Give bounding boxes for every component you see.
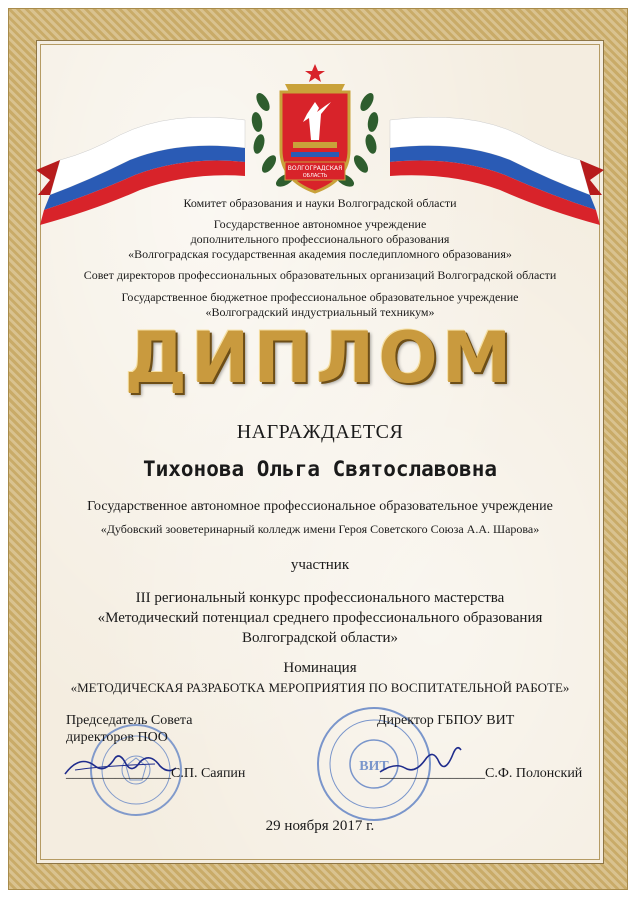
stamp-abbreviation: ВИТ — [359, 759, 389, 774]
header-college-line1: Государственное бюджетное профессиональное образовательное учреждение — [121, 290, 519, 304]
header-academy-line3: «Волгоградская государственная академия последипломного образования» — [128, 247, 512, 261]
organization-line1: Государственное автономное профессиональное образовательное учреждение — [87, 499, 553, 514]
right-signatory-title: Директор ГБПОУ ВИТ — [377, 713, 515, 728]
left-signatory-name: _______________С.П. Саяпин — [66, 766, 246, 781]
header-academy-line1: Государственное автономное учреждение — [213, 217, 427, 231]
award-date: 29 ноября 2017 г. — [265, 818, 375, 834]
header-college-line2: «Волгоградский индустриальный техникум» — [205, 305, 435, 319]
header-committee: Комитет образования и науки Волгоградской области — [183, 196, 457, 210]
header-academy-line2: дополнительного профессионального образования — [190, 232, 450, 246]
awarded-label: НАГРАЖДАЕТСЯ — [236, 421, 404, 443]
contest-line3: Волгоградской области» — [241, 630, 399, 646]
wall-icon — [293, 142, 337, 148]
star-icon — [305, 64, 325, 82]
header-council: Совет директоров профессиональных образовательных организаций Волгоградской области — [83, 268, 557, 282]
recipient-name: Тихонова Ольга Святославовна — [142, 457, 497, 481]
contest-line2: «Методический потенциал среднего профессионального образования — [97, 610, 543, 626]
contest-line1: III региональный конкурс профессионального мастерства — [135, 590, 505, 606]
emblem-banner-text-2: ОБЛАСТЬ — [302, 173, 328, 179]
diploma-title: ДИПЛОМ — [124, 317, 516, 399]
emblem-banner-text-1: ВОЛГОГРАДСКАЯ — [287, 165, 343, 172]
role-label: участник — [290, 557, 350, 573]
nomination-value: «МЕТОДИЧЕСКАЯ РАЗРАБОТКА МЕРОПРИЯТИЯ ПО ВОСПИТАТЕЛЬНОЙ РАБОТЕ» — [70, 680, 570, 695]
volgograd-coat-of-arms — [245, 62, 385, 202]
river-wave-icon — [291, 152, 339, 157]
nomination-label: Номинация — [283, 660, 357, 676]
left-signatory-title-2: директоров ПОО — [66, 730, 168, 745]
left-signatory-title-1: Председатель Совета — [66, 713, 193, 728]
organization-line2: «Дубовский зооветеринарный колледж имени Героя Советского Союза А.А. Шарова» — [100, 522, 540, 536]
right-signatory-name: _______________С.Ф. Полонский — [380, 766, 583, 781]
